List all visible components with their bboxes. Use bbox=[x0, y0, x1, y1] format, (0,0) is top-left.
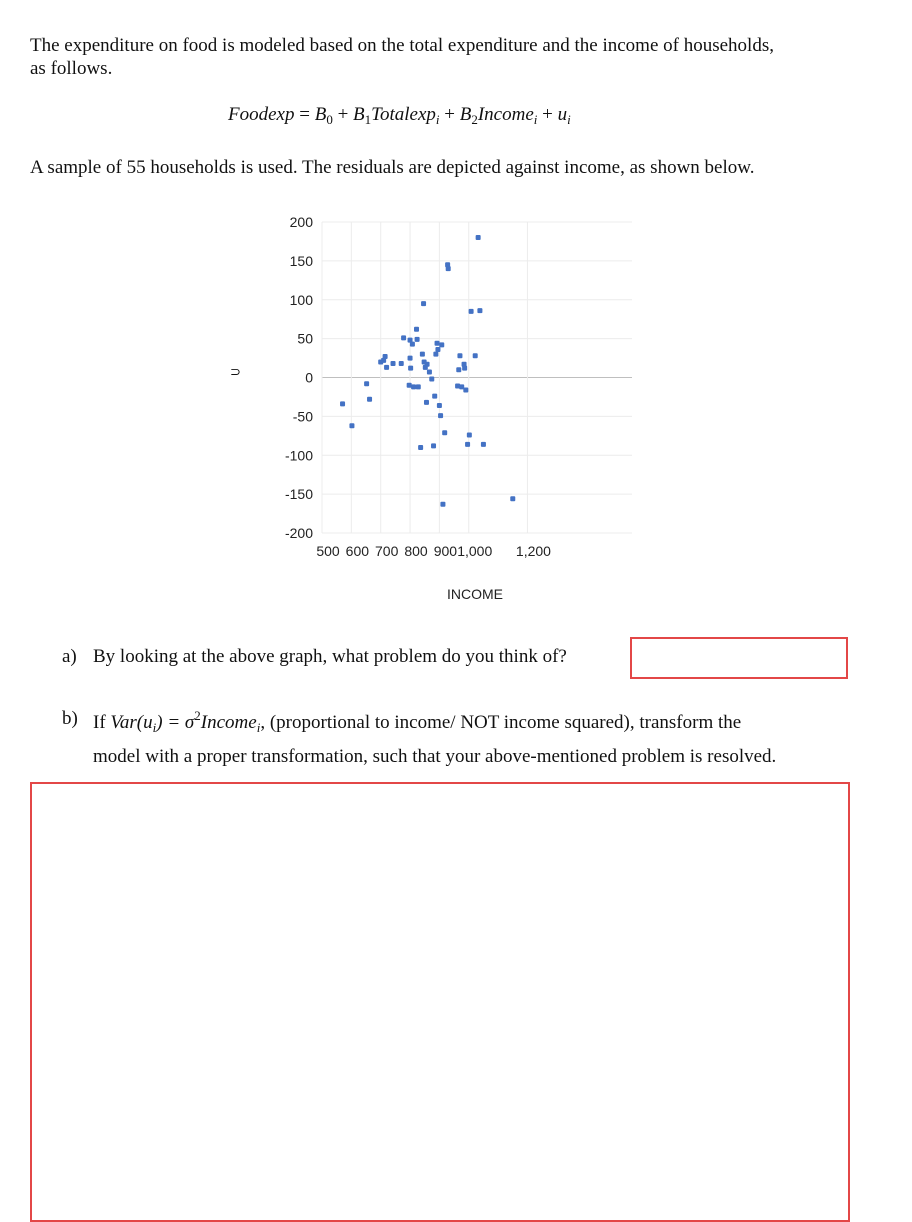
scatter-point bbox=[510, 496, 515, 501]
scatter-point bbox=[424, 400, 429, 405]
answer-b-box[interactable] bbox=[30, 782, 850, 1222]
scatter-point bbox=[399, 361, 404, 366]
scatter-point bbox=[463, 387, 468, 392]
scatter-point bbox=[384, 365, 389, 370]
scatter-point bbox=[477, 308, 482, 313]
x-tick-label: 800 bbox=[404, 543, 428, 559]
eq-u: u bbox=[557, 104, 568, 125]
intro-paragraph: The expenditure on food is modeled based on the total expenditure and the income of households, as follows. bbox=[30, 35, 774, 79]
y-tick-label: 200 bbox=[289, 214, 313, 230]
eq-u-sub: i bbox=[567, 112, 571, 127]
qb-if: If bbox=[93, 712, 111, 733]
qb-rest: , (proportional to income/ NOT income squared), transform the bbox=[260, 712, 742, 733]
scatter-point bbox=[435, 341, 440, 346]
eq-b2-sub: 2 bbox=[471, 112, 478, 127]
scatter-point bbox=[383, 354, 388, 359]
qb-var-sub: i bbox=[152, 720, 157, 735]
scatter-point bbox=[432, 394, 437, 399]
qb-sigma: ) = σ bbox=[156, 712, 195, 733]
scatter-point bbox=[462, 366, 467, 371]
scatter-point bbox=[481, 442, 486, 447]
scatter-point bbox=[442, 430, 447, 435]
scatter-point bbox=[416, 384, 421, 389]
scatter-point bbox=[401, 335, 406, 340]
scatter-point bbox=[469, 309, 474, 314]
eq-b2: B bbox=[459, 104, 472, 125]
scatter-point bbox=[433, 352, 438, 357]
y-tick-label: -150 bbox=[284, 486, 313, 503]
question-a-text: By looking at the above graph, what problem do you think of? bbox=[93, 646, 567, 667]
scatter-point bbox=[421, 301, 426, 306]
scatter-point bbox=[427, 370, 432, 375]
scatter-point bbox=[408, 356, 413, 361]
eq-plus-1: + bbox=[332, 104, 354, 125]
scatter-point bbox=[414, 327, 419, 332]
scatter-points bbox=[340, 235, 515, 507]
scatter-point bbox=[465, 442, 470, 447]
scatter-point bbox=[440, 502, 445, 507]
scatter-point bbox=[407, 383, 412, 388]
question-b-line-2: model with a proper transformation, such that your above-mentioned problem is resolved. bbox=[93, 746, 777, 767]
scatter-point bbox=[429, 377, 434, 382]
eq-plus-3: + bbox=[537, 104, 558, 125]
scatter-point bbox=[439, 342, 444, 347]
eq-b1: B bbox=[353, 104, 365, 125]
scatter-point bbox=[418, 445, 423, 450]
eq-totalexp: Totalexp bbox=[371, 104, 436, 125]
scatter-point bbox=[408, 366, 413, 371]
scatter-point bbox=[446, 266, 451, 271]
eq-b1-sub: 1 bbox=[364, 112, 372, 127]
eq-income: Income bbox=[477, 104, 534, 125]
question-a-label: a) bbox=[62, 646, 77, 667]
scatter-point bbox=[473, 353, 478, 358]
eq-plus-2: + bbox=[439, 104, 460, 125]
scatter-point bbox=[364, 381, 369, 386]
scatter-point bbox=[435, 347, 440, 352]
question-b-line-1 bbox=[93, 708, 741, 736]
x-tick-label: 1,200 bbox=[515, 543, 551, 559]
x-axis-title: INCOME bbox=[447, 586, 503, 602]
x-tick-label: 500 bbox=[316, 543, 340, 559]
x-axis-ticks bbox=[316, 543, 551, 559]
qb-sq: 2 bbox=[194, 708, 201, 723]
y-tick-label: -200 bbox=[284, 525, 313, 541]
stray-u-symbol: ⊃ bbox=[230, 365, 241, 380]
qb-var: Var(u bbox=[110, 712, 153, 733]
scatter-point bbox=[476, 235, 481, 240]
y-tick-label: 100 bbox=[289, 291, 313, 308]
y-tick-label: 50 bbox=[297, 330, 313, 347]
scatter-point bbox=[391, 361, 396, 366]
scatter-point bbox=[349, 423, 354, 428]
scatter-point bbox=[437, 403, 442, 408]
eq-b0-sub: 0 bbox=[326, 112, 333, 127]
y-tick-label: 0 bbox=[305, 369, 313, 386]
y-axis-ticks bbox=[285, 214, 313, 541]
eq-b0: B bbox=[314, 104, 327, 125]
x-tick-label: 900 bbox=[433, 543, 458, 559]
question-b-label: b) bbox=[62, 708, 78, 729]
y-tick-label: -100 bbox=[284, 447, 313, 464]
sample-paragraph: A sample of 55 households is used. The residuals are depicted against income, as shown below. bbox=[30, 157, 755, 178]
qb-income: Income bbox=[200, 712, 257, 733]
scatter-point bbox=[411, 384, 416, 389]
answer-a-box[interactable] bbox=[630, 637, 848, 679]
eq-equals: = bbox=[294, 104, 315, 125]
scatter-point bbox=[456, 367, 461, 372]
scatter-point bbox=[415, 337, 420, 342]
scatter-point bbox=[457, 353, 462, 358]
scatter-point bbox=[420, 352, 425, 357]
scatter-point bbox=[340, 401, 345, 406]
chart-gridlines bbox=[322, 222, 632, 533]
scatter-point bbox=[431, 443, 436, 448]
eq-totalexp-sub: i bbox=[435, 112, 440, 127]
y-tick-label: -50 bbox=[292, 408, 313, 425]
y-tick-label: 150 bbox=[289, 252, 313, 269]
x-tick-label: 1,000 bbox=[457, 543, 493, 559]
x-tick-label: 700 bbox=[375, 543, 399, 559]
x-tick-label: 600 bbox=[345, 543, 370, 559]
qb-income-sub: i bbox=[256, 720, 261, 735]
eq-income-sub: i bbox=[533, 112, 538, 127]
scatter-point bbox=[367, 397, 372, 402]
scatter-point bbox=[467, 433, 472, 438]
scatter-point bbox=[438, 413, 443, 418]
eq-lhs: Foodexp bbox=[228, 104, 295, 125]
scatter-point bbox=[410, 342, 415, 347]
scatter-point bbox=[425, 362, 430, 367]
